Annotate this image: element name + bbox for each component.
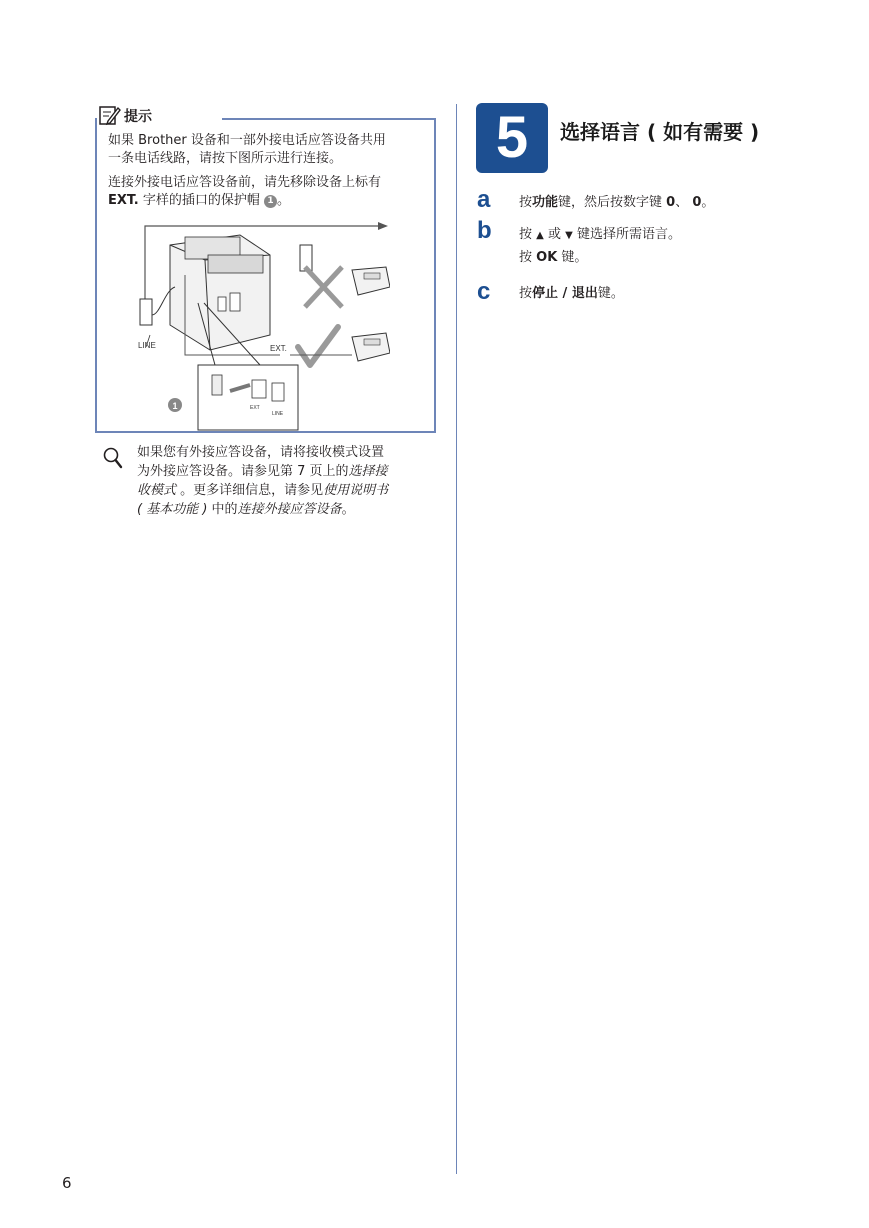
tip-link-receive-mode-1: 选择接 bbox=[348, 464, 388, 479]
page-number: 6 bbox=[62, 1174, 72, 1192]
answering-machine-bottom bbox=[352, 333, 390, 361]
stop-exit-key-label: 停止 / 退出 bbox=[532, 286, 598, 301]
b-p2: 键选择所需语言。 bbox=[572, 227, 681, 242]
ext-label: EXT. bbox=[108, 193, 139, 208]
c-p2: 键。 bbox=[597, 286, 624, 301]
note-p2-line-1: 连接外接电话应答设备前，请先移除设备上标有 bbox=[108, 175, 382, 190]
note-p2-line-2 bbox=[108, 192, 428, 210]
note-p2-rest: 字样的插口的保护帽 bbox=[138, 193, 265, 208]
mini-ext-label: EXT bbox=[250, 405, 260, 411]
tip-link-user-guide: 使用说明书 bbox=[323, 483, 389, 498]
tip-l2a: 为外接应答设备。请参见第 7 页上的 bbox=[137, 464, 349, 479]
tip-link-receive-mode-2: 收模式 bbox=[137, 483, 177, 498]
note-p2-end: 。 bbox=[277, 193, 291, 208]
note-paragraph-2 bbox=[108, 174, 428, 210]
a-end: 。 bbox=[701, 195, 715, 210]
function-key-label: 功能 bbox=[532, 195, 559, 210]
substep-c-letter: c bbox=[477, 278, 491, 305]
substep-b-text bbox=[519, 225, 681, 246]
tip-line-2 bbox=[137, 462, 427, 481]
substep-a-letter: a bbox=[477, 186, 491, 213]
step-title: 选择语言 ( 如有需要 ) bbox=[560, 120, 760, 144]
answering-machine-top bbox=[352, 267, 390, 295]
ok-key-label: OK bbox=[536, 250, 558, 265]
tip-l3b: 。更多详细信息，请参见 bbox=[176, 483, 324, 498]
c-p1: 按 bbox=[519, 286, 533, 301]
b-or: 或 bbox=[543, 227, 566, 242]
b2-p2: 键。 bbox=[557, 250, 588, 265]
a-sep: 、 bbox=[675, 195, 693, 210]
tip-text bbox=[137, 443, 427, 519]
note-pencil-icon bbox=[99, 104, 121, 126]
column-divider bbox=[456, 104, 457, 1174]
tip-line-4 bbox=[137, 500, 427, 519]
b2-p1: 按 bbox=[519, 250, 537, 265]
magnifier-icon bbox=[102, 446, 124, 470]
note-top-rule bbox=[222, 118, 436, 120]
digit-key-0-b: 0 bbox=[692, 195, 702, 210]
up-arrow-icon: ▲ bbox=[536, 230, 544, 241]
tip-l4d: 。 bbox=[341, 502, 355, 517]
correct-check-icon bbox=[298, 327, 338, 365]
tip-l4b: 中的 bbox=[207, 502, 238, 517]
note-p1-line-1: 如果 Brother 设备和一部外接电话应答设备共用 bbox=[108, 133, 386, 148]
b-p1: 按 bbox=[519, 227, 537, 242]
substep-b-letter: b bbox=[477, 217, 492, 244]
tip-line-3 bbox=[137, 481, 427, 500]
ext-figure-label: EXT. bbox=[270, 344, 287, 353]
substep-a-text bbox=[519, 193, 714, 213]
step-number-badge: 5 bbox=[476, 103, 548, 173]
note-p1-line-2: 一条电话线路，请按下图所示进行连接。 bbox=[108, 151, 343, 166]
tip-line-1: 如果您有外接应答设备，请将接收模式设置 bbox=[137, 445, 385, 460]
a-p1: 按 bbox=[519, 195, 533, 210]
incorrect-x-icon bbox=[305, 267, 342, 307]
callout-circle-1: 1 bbox=[264, 195, 277, 208]
line-label: LINE bbox=[138, 341, 156, 350]
substep-b-text-2 bbox=[519, 248, 587, 268]
down-arrow-icon: ▼ bbox=[565, 230, 573, 241]
a-p2: 键，然后按数字键 bbox=[558, 195, 667, 210]
mini-line-label: LINE bbox=[272, 411, 284, 417]
digit-key-0-a: 0 bbox=[666, 195, 676, 210]
tip-link-connect-tad: 连接外接应答设备 bbox=[237, 502, 342, 517]
note-title: 提示 bbox=[124, 109, 152, 125]
figure-callout-1: 1 bbox=[172, 401, 178, 411]
connection-diagram bbox=[130, 215, 390, 435]
substep-c-text bbox=[519, 284, 624, 304]
note-paragraph-1 bbox=[108, 132, 428, 168]
tip-basic-functions: ( 基本功能 ) bbox=[137, 502, 208, 517]
